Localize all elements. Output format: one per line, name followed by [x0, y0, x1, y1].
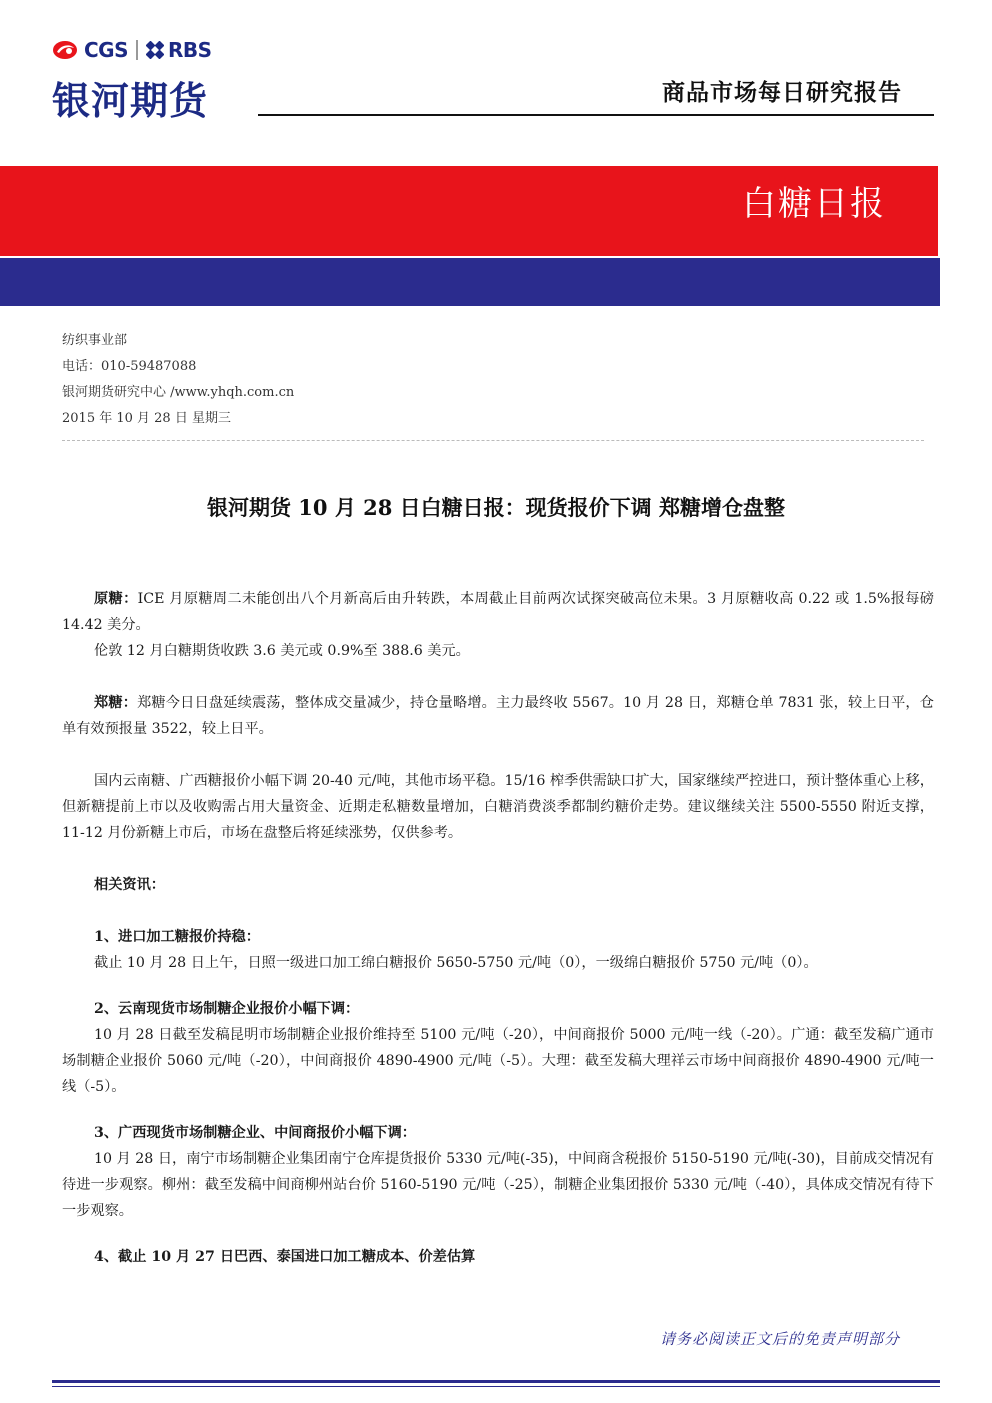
rbs-daisy-icon	[146, 41, 164, 59]
spacer	[62, 742, 934, 768]
banner-title: 白糖日报	[742, 184, 886, 224]
header-divider	[258, 114, 934, 116]
footer-rule-thick	[52, 1380, 940, 1383]
footer-rule-thin	[52, 1386, 940, 1387]
news-2-body: 10 月 28 日截至发稿昆明市场制糖企业报价维持至 5100 元/吨（-20），中间商报价 5000 元/吨一线（-20）。广通：截至发稿广通市场制糖企业报价 5060 元/吨（-20），中间商报价 4890-4900 元/吨（-5）。大理：截至发稿大理祥云市场中间商报价 4890-4900 元/吨一线（-5）。	[62, 1027, 934, 1095]
disclaimer-note: 请务必阅读正文后的免责声明部分	[659, 1330, 900, 1348]
report-date: 2015 年 10 月 28 日 星期三	[62, 411, 231, 426]
raw-sugar-text: ICE 月原糖周二未能创出八个月新高后由升转跌，本周截止目前两次试探突破高位未果。3 月原糖收高 0.22 或 1.5%报每磅 14.42 美分。	[62, 591, 934, 633]
brand-cgs: CGS	[84, 38, 128, 62]
news-2-heading: 2、云南现货市场制糖企业报价小幅下调：	[94, 1001, 360, 1017]
related-heading: 相关资讯：	[94, 877, 165, 893]
zheng-paragraph	[62, 690, 934, 742]
domestic-paragraph: 国内云南糖、广西糖报价小幅下调 20-40 元/吨，其他市场平稳。15/16 榨季供需缺口扩大，国家继续严控进口，预计整体重心上移，但新糖提前上市以及收购需占用大量资金、近期走私糖数量增加，白糖消费淡季都制约糖价走势。建议继续关注 5500-5550 附近支撑， 11-12 月份新糖上市后，市场在盘整后将延续涨势，仅供参考。	[62, 773, 934, 841]
spacer	[62, 1224, 934, 1244]
contact-info	[62, 328, 294, 432]
banner-blue-band	[0, 258, 940, 306]
article-body	[62, 586, 934, 1270]
spacer	[62, 976, 934, 996]
article-title: 银河期货 10 月 28 日白糖日报：现货报价下调 郑糖增仓盘整	[206, 495, 785, 520]
news-1-body: 截止 10 月 28 日上午，日照一级进口加工绵白糖报价 5650-5750 元/吨（0），一级绵白糖报价 5750 元/吨（0）。	[94, 955, 818, 971]
spacer	[62, 664, 934, 690]
brand-divider	[136, 40, 138, 60]
news-1-heading: 1、进口加工糖报价持稳：	[94, 929, 260, 945]
brand-rbs: RBS	[168, 38, 212, 62]
dashed-divider	[62, 440, 924, 441]
spacer	[62, 898, 934, 924]
raw-sugar-label: 原糖：	[94, 591, 138, 607]
brand-logo	[52, 36, 212, 64]
cgs-swirl-icon	[52, 39, 78, 61]
news-4-heading: 4、截止 10 月 27 日巴西、泰国进口加工糖成本、价差估算	[94, 1249, 476, 1265]
brand-name-cn: 银河期货	[52, 79, 209, 123]
website: 银河期货研究中心 /www.yhqh.com.cn	[62, 385, 295, 400]
news-3-heading: 3、广西现货市场制糖企业、中间商报价小幅下调：	[94, 1125, 416, 1141]
news-3-body: 10 月 28 日，南宁市场制糖企业集团南宁仓库提货报价 5330 元/吨(-35)，中间商含税报价 5150-5190 元/吨(-30)，目前成交情况有待进一步观察。柳州：截至发稿中间商柳州站台价 5160-5190 元/吨（-25），制糖企业集团报价 5330 元/吨（-40），具体成交情况有待下一步观察。	[62, 1151, 934, 1219]
department: 纺织事业部	[62, 333, 128, 348]
phone: 电话：010-59487088	[62, 359, 197, 374]
zheng-text: 郑糖今日日盘延续震荡，整体成交量减少，持仓量略增。主力最终收 5567。10 月 28 日，郑糖仓单 7831 张，较上日平，仓单有效预报量 3522，较上日平。	[62, 695, 934, 737]
zheng-label: 郑糖：	[94, 695, 138, 711]
spacer	[62, 846, 934, 872]
london-paragraph: 伦敦 12 月白糖期货收跌 3.6 美元或 0.9%至 388.6 美元。	[94, 643, 470, 659]
spacer	[62, 1100, 934, 1120]
report-type: 商品市场每日研究报告	[662, 80, 902, 106]
raw-sugar-paragraph	[62, 586, 934, 638]
